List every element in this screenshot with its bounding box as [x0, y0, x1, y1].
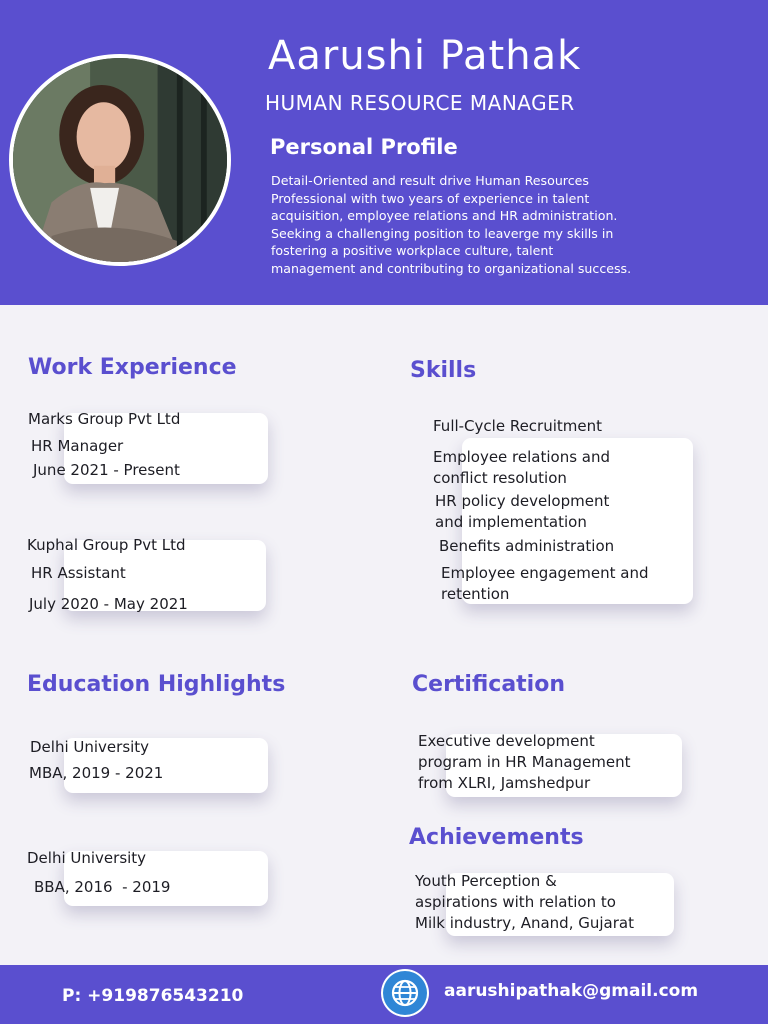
skill-item-cont: conflict resolution: [433, 469, 567, 487]
achievement-line: Youth Perception &: [415, 872, 557, 890]
education-degree: MBA, 2019 - 2021: [29, 764, 164, 782]
certification-line: from XLRI, Jamshedpur: [418, 774, 591, 792]
email-address[interactable]: aarushipathak@gmail.com: [444, 981, 699, 1001]
profile-line: acquisition, employee relations and HR administration.: [271, 208, 618, 224]
certification-heading: Certification: [412, 672, 566, 697]
skill-item: HR policy development: [435, 492, 610, 510]
work-dates: July 2020 - May 2021: [29, 595, 188, 613]
work-company: Kuphal Group Pvt Ltd: [27, 536, 186, 554]
work-position: HR Assistant: [31, 564, 126, 582]
work-dates: June 2021 - Present: [33, 461, 180, 479]
globe-icon: [381, 969, 429, 1017]
profile-line: Seeking a challenging position to leaverge my skills in: [271, 225, 614, 241]
skill-item: Employee relations and: [433, 448, 611, 466]
skill-item: Employee engagement and: [441, 564, 649, 582]
work-position: HR Manager: [31, 437, 124, 455]
education-heading: Education Highlights: [27, 672, 286, 697]
work-experience-heading: Work Experience: [28, 355, 237, 380]
education-school: Delhi University: [30, 738, 150, 756]
skill-item: Benefits administration: [439, 537, 615, 555]
achievement-line: aspirations with relation to: [415, 893, 616, 911]
job-title: HUMAN RESOURCE MANAGER: [265, 91, 575, 115]
profile-line: Detail-Oriented and result drive Human Resources: [271, 173, 589, 188]
profile-line: management and contributing to organizational success.: [271, 260, 632, 276]
work-company: Marks Group Pvt Ltd: [28, 410, 181, 428]
skills-heading: Skills: [410, 358, 477, 383]
profile-line: fostering a positive workplace culture, talent: [271, 243, 554, 259]
certification-line: program in HR Management: [418, 753, 631, 771]
education-degree: BBA, 2016 - 2019: [34, 878, 171, 896]
personal-profile-text: [271, 172, 763, 278]
skill-item-cont: retention: [441, 585, 510, 603]
profile-line: Professional with two years of experience in talent: [271, 190, 590, 206]
achievements-heading: Achievements: [409, 825, 584, 850]
personal-profile-heading: Personal Profile: [270, 135, 458, 159]
skill-item-cont: and implementation: [435, 513, 587, 531]
phone-number[interactable]: P: +919876543210: [62, 986, 244, 1006]
candidate-name: Aarushi Pathak: [268, 33, 582, 79]
achievement-line: Milk industry, Anand, Gujarat: [415, 914, 634, 932]
education-school: Delhi University: [27, 849, 147, 867]
skill-item: Full-Cycle Recruitment: [433, 417, 602, 435]
certification-line: Executive development: [418, 732, 595, 750]
profile-photo: [9, 54, 231, 266]
